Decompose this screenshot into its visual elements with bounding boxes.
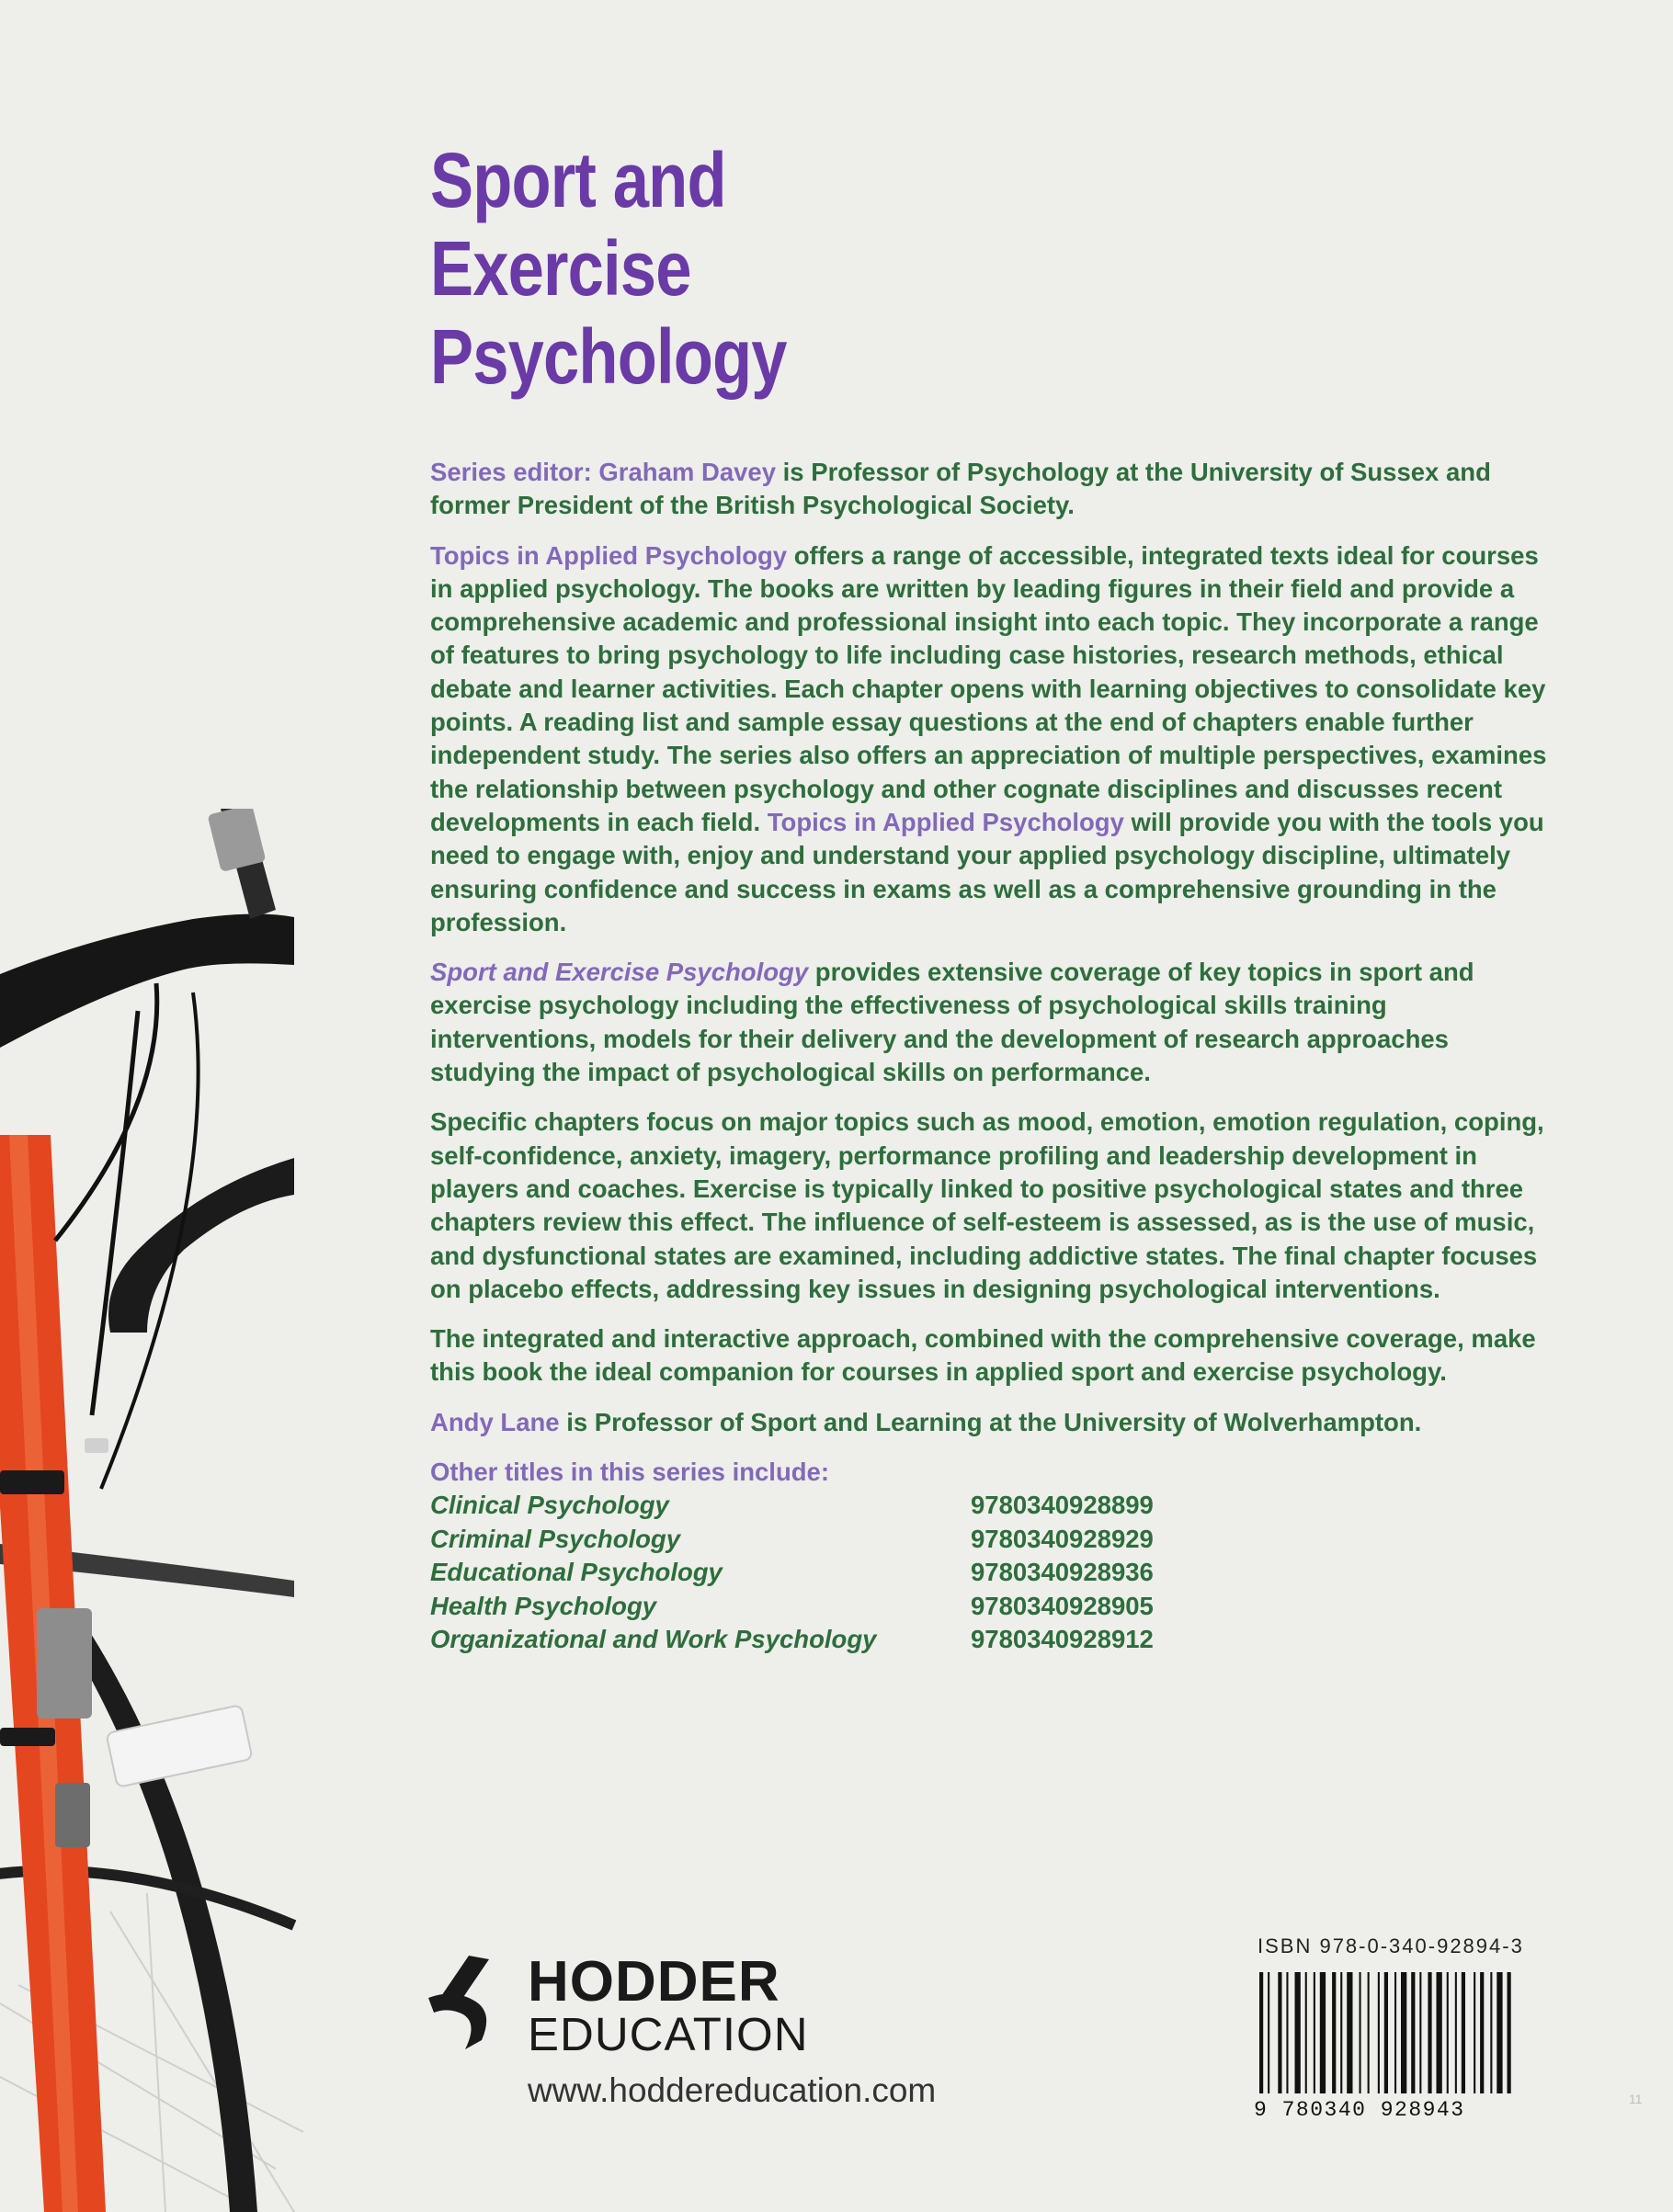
series-title: Organizational and Work Psychology (430, 1625, 877, 1654)
publisher-division: EDUCATION (528, 2008, 809, 2060)
series-isbn: 9780340928936 (971, 1558, 1154, 1587)
barcode-bar (1384, 1972, 1388, 2093)
author-text: is Professor of Sport and Learning at the University of Wolverhampton. (559, 1407, 1422, 1436)
book-title (430, 136, 787, 401)
barcode-bar (1278, 1972, 1281, 2093)
barcode-bar (1360, 1972, 1361, 2093)
series-name: Topics in Applied Psychology (767, 807, 1124, 836)
author-para (430, 1406, 1547, 1439)
barcode-bar (1314, 1972, 1315, 2093)
publisher-name: HODDER (528, 1950, 780, 2013)
series-text: will provide you with the tools you need to engage with, enjoy and understand your applied psychology discipline, ultimately ensuring confidence and success in exams as well as a comprehensive grounding in the profession. (430, 807, 1544, 936)
barcode-bar (1462, 1972, 1465, 2093)
barcode-bar (1340, 1972, 1342, 2093)
title-line: Exercise (430, 225, 691, 312)
series-title: Health Psychology (430, 1591, 657, 1620)
title-line: Psychology (430, 313, 787, 400)
barcode-bar (1447, 1972, 1449, 2093)
barcode-bar (1474, 1972, 1475, 2093)
series-name: Topics in Applied Psychology (430, 540, 788, 570)
barcode-bar (1268, 1972, 1269, 2093)
list-item (430, 1590, 1154, 1624)
list-item (430, 1556, 1154, 1590)
barcode-bar (1394, 1972, 1396, 2093)
bicycle-image (0, 809, 313, 2212)
barcode-bar (1259, 1972, 1263, 2093)
corner-mark: 11 (1629, 2092, 1643, 2106)
book-text: provides extensive coverage of key topics in sport and exercise psychology including the effectiveness of psychological skills training interventions, models for their delivery and the development of research approaches studying the impact of psychological skills on performance. (430, 958, 1474, 1087)
approach-paragraph: The integrated and interactive approach, combined with the comprehensive coverage, make this book the ideal companion for courses in applied sport and exercise psychology. (430, 1324, 1536, 1387)
book-name: Sport and Exercise Psychology (430, 958, 809, 987)
barcode-bar (1508, 1972, 1511, 2093)
series-editor-para (430, 456, 1547, 523)
series-description (430, 539, 1547, 940)
barcode-bar (1378, 1972, 1380, 2093)
list-item (430, 1489, 1154, 1523)
author-name: Andy Lane (430, 1407, 560, 1436)
barcode-bar (1401, 1972, 1406, 2093)
series-isbn: 9780340928899 (971, 1491, 1154, 1520)
series-text: offers a range of accessible, integrated texts ideal for courses in applied psychology. The books are written by leading figures in their field and provide a comprehensive academic and professional insight into each topic. They incorporate a range of features to bring psychology to life including case histories, research methods, ethical debate and learner activities. Each chapter opens with learning objectives to consolidate key points. A reading list and sample essay questions at the end of chapters enable further independent study. The series also offers an appreciation of multiple perspectives, examines the relationship between psychology and other cognate disciplines and discusses recent developments in each field. (430, 540, 1547, 836)
series-isbn: 9780340928912 (971, 1625, 1154, 1654)
barcode-bar (1305, 1972, 1307, 2093)
barcode-bar (1332, 1972, 1336, 2093)
other-titles-heading: Other titles in this series include: (430, 1458, 829, 1487)
series-editor-label: Series editor: Graham Davey (430, 458, 777, 486)
list-item (430, 1623, 1154, 1657)
blurb (430, 456, 1547, 1657)
series-title: Clinical Psychology (430, 1491, 669, 1520)
series-editor-text: is Professor of Psychology at the University of Sussex and former President of the British Psychological Society. (430, 458, 1491, 520)
barcode-bar (1295, 1972, 1301, 2093)
barcode-bar (1455, 1972, 1457, 2093)
barcode-bar (1419, 1972, 1421, 2093)
series-isbn: 9780340928905 (971, 1591, 1154, 1620)
barcode (1254, 1972, 1516, 2093)
isbn-label: ISBN 978-0-340-92894-3 (1258, 1934, 1524, 1957)
series-title: Criminal Psychology (430, 1524, 681, 1553)
list-item (430, 1523, 1154, 1557)
series-isbn: 9780340928929 (971, 1524, 1154, 1553)
barcode-bar (1286, 1972, 1288, 2093)
chapters-paragraph: Specific chapters focus on major topics such as mood, emotion, emotion regulation, coping, self-confidence, anxiety, imagery, performance profiling and leadership development in players and coaches. Exercise is typically linked to positive psychological states and three chapters review this effect. The influence of self-esteem is assessed, as is the use of music, and dysfunctional states are examined, including addictive states. The final chapter focuses on placebo effects, addressing key issues in designing psychological interventions. (430, 1107, 1544, 1303)
hodder-logo-icon (425, 1952, 507, 2053)
barcode-bar (1490, 1972, 1492, 2093)
barcode-bar (1437, 1972, 1442, 2093)
barcode-bar (1480, 1972, 1484, 2093)
barcode-digits: 9 780340 928943 (1254, 2098, 1465, 2122)
barcode-bar (1320, 1972, 1326, 2093)
barcode-bar (1411, 1972, 1415, 2093)
publisher-url: www.hoddereducation.com (528, 2071, 937, 2109)
book-description (430, 956, 1547, 1089)
other-titles-list (430, 1489, 1154, 1657)
barcode-bar (1347, 1972, 1352, 2093)
barcode-bar (1368, 1972, 1370, 2093)
barcode-bar (1428, 1972, 1431, 2093)
barcode-bar (1497, 1972, 1502, 2093)
series-title: Educational Psychology (430, 1558, 723, 1587)
title-line: Sport and (430, 137, 726, 223)
